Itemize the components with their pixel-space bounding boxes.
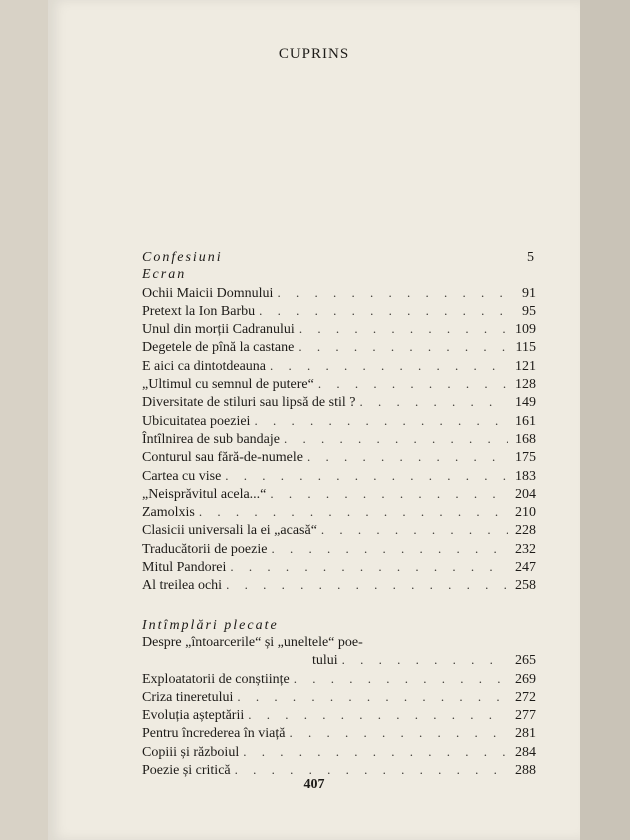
leader-dots xyxy=(303,448,508,465)
toc-entry-title: Pretext la Ion Barbu xyxy=(142,303,256,319)
toc-section-heading xyxy=(142,266,536,283)
toc-entry xyxy=(142,338,536,356)
toc-entry-page: 281 xyxy=(515,726,536,742)
toc-entry-page: 284 xyxy=(515,744,536,760)
toc-entry-title: „Neisprăvitul acela...“ xyxy=(142,486,267,502)
leader-dots xyxy=(355,393,508,410)
leader-dots xyxy=(231,761,508,778)
toc-entry-title: Despre „întoarcerile“ și „uneltele“ poe- xyxy=(142,634,363,650)
toc-entry-page: 258 xyxy=(515,578,536,594)
leader-dots xyxy=(221,467,508,484)
toc-entry xyxy=(142,448,536,466)
toc-entry-title: Clasicii universali la ei „acasă“ xyxy=(142,523,317,539)
toc-entry-title: Întîlnirea de sub bandaje xyxy=(142,431,281,447)
toc-entry-page: 168 xyxy=(515,431,536,447)
page-title: CUPRINS xyxy=(278,46,350,62)
toc-entry-continuation xyxy=(142,651,536,669)
facing-page-edge xyxy=(580,0,630,840)
toc-entry xyxy=(142,485,536,503)
leader-dots xyxy=(250,412,508,429)
leader-dots xyxy=(314,375,508,392)
toc-entry xyxy=(142,412,536,430)
toc-entry-page: 228 xyxy=(515,523,536,539)
book-page xyxy=(48,0,580,840)
toc-entry-title: Ochii Maicii Domnului xyxy=(142,285,274,301)
toc-entry xyxy=(142,576,536,594)
leader-dots xyxy=(255,302,508,319)
toc-entry-page: 183 xyxy=(515,468,536,484)
toc-entry xyxy=(142,634,536,651)
toc-entry-title: Al treilea ochi xyxy=(142,578,223,594)
toc-entry-title: Conturul sau fără-de-numele xyxy=(142,450,303,466)
toc-entry-title: Ubicuitatea poeziei xyxy=(142,413,251,429)
toc-entry xyxy=(142,743,536,761)
toc-entry-title: Degetele de pînă la castane xyxy=(142,340,295,356)
leader-dots xyxy=(285,724,508,741)
leader-dots xyxy=(222,576,508,593)
toc-entry-title: Diversitate de stiluri sau lipsă de stil ? xyxy=(142,395,356,411)
leader-dots xyxy=(294,338,508,355)
toc-entry xyxy=(142,670,536,688)
toc-entry-page: 175 xyxy=(515,450,536,466)
leader-dots xyxy=(267,540,508,557)
toc-entry-title: Exploatatorii de conștiințe xyxy=(142,671,290,687)
leader-dots xyxy=(338,651,508,668)
leader-dots xyxy=(239,743,508,760)
toc-entry-page: 247 xyxy=(515,560,536,576)
section-heading-text: Ecran xyxy=(142,267,187,283)
toc-entry-title-continuation: tului xyxy=(312,653,338,669)
leader-dots xyxy=(290,670,508,687)
toc-entry xyxy=(142,540,536,558)
toc-entry-page: 204 xyxy=(515,486,536,502)
section-page-number: 5 xyxy=(527,250,536,265)
toc-entry xyxy=(142,430,536,448)
toc-entry xyxy=(142,724,536,742)
toc-entry xyxy=(142,688,536,706)
toc-entry-page: 161 xyxy=(515,413,536,429)
leader-dots xyxy=(266,357,508,374)
toc-entry xyxy=(142,284,536,302)
toc-entry-title: Copiii și războiul xyxy=(142,744,240,760)
toc-entry-page: 128 xyxy=(515,377,536,393)
toc-entry-page: 288 xyxy=(515,763,536,779)
section-gap xyxy=(142,595,536,617)
toc-entry xyxy=(142,302,536,320)
toc-entry-list xyxy=(142,634,536,779)
toc-section-heading xyxy=(142,617,536,634)
leader-dots xyxy=(295,320,508,337)
toc-entry-title: Unul din morții Cadranului xyxy=(142,322,295,338)
toc-entry xyxy=(142,558,536,576)
toc-entry-page: 91 xyxy=(522,285,536,301)
toc-entry-page: 115 xyxy=(515,340,536,356)
table-of-contents xyxy=(142,248,536,779)
toc-entry-title: Cartea cu vise xyxy=(142,468,222,484)
toc-entry-title: E aici ca dintotdeauna xyxy=(142,358,266,374)
leader-dots xyxy=(317,521,508,538)
toc-entry xyxy=(142,357,536,375)
toc-entry-page: 277 xyxy=(515,708,536,724)
toc-entry xyxy=(142,467,536,485)
toc-entry-title: Zamolxis xyxy=(142,505,195,521)
toc-entry-page: 121 xyxy=(515,358,536,374)
page-number: 407 xyxy=(303,777,325,792)
leader-dots xyxy=(233,688,508,705)
leader-dots xyxy=(244,706,508,723)
toc-entry-page: 95 xyxy=(522,303,536,319)
toc-entry-title: Pentru încrederea în viață xyxy=(142,726,286,742)
leader-dots xyxy=(280,430,508,447)
leader-dots xyxy=(266,485,508,502)
toc-entry xyxy=(142,521,536,539)
toc-entry-title: Mitul Pandorei xyxy=(142,560,227,576)
leader-dots xyxy=(226,558,508,575)
section-heading-text: Intîmplări plecate xyxy=(142,617,279,633)
toc-section-heading xyxy=(142,248,536,266)
toc-entry xyxy=(142,503,536,521)
toc-entry-title: Criza tineretului xyxy=(142,689,234,705)
toc-entry-title: Evoluția așteptării xyxy=(142,708,245,724)
toc-entry-page: 109 xyxy=(515,322,536,338)
toc-entry-title: Poezie și critică xyxy=(142,763,231,779)
toc-entry-page: 210 xyxy=(515,505,536,521)
toc-entry xyxy=(142,320,536,338)
toc-entry-list xyxy=(142,284,536,595)
toc-entry-page: 149 xyxy=(515,395,536,411)
toc-entry-page: 232 xyxy=(515,541,536,557)
toc-entry xyxy=(142,706,536,724)
toc-entry-title: Traducătorii de poezie xyxy=(142,541,268,557)
toc-entry-title: „Ultimul cu semnul de putere“ xyxy=(142,377,314,393)
toc-entry xyxy=(142,375,536,393)
toc-entry xyxy=(142,393,536,411)
leader-dots xyxy=(195,503,508,520)
toc-entry-page: 269 xyxy=(515,671,536,687)
toc-entry-page: 272 xyxy=(515,689,536,705)
leader-dots xyxy=(273,284,508,301)
toc-entry-page: 265 xyxy=(515,653,536,669)
section-heading-text: Confesiuni xyxy=(142,250,223,265)
